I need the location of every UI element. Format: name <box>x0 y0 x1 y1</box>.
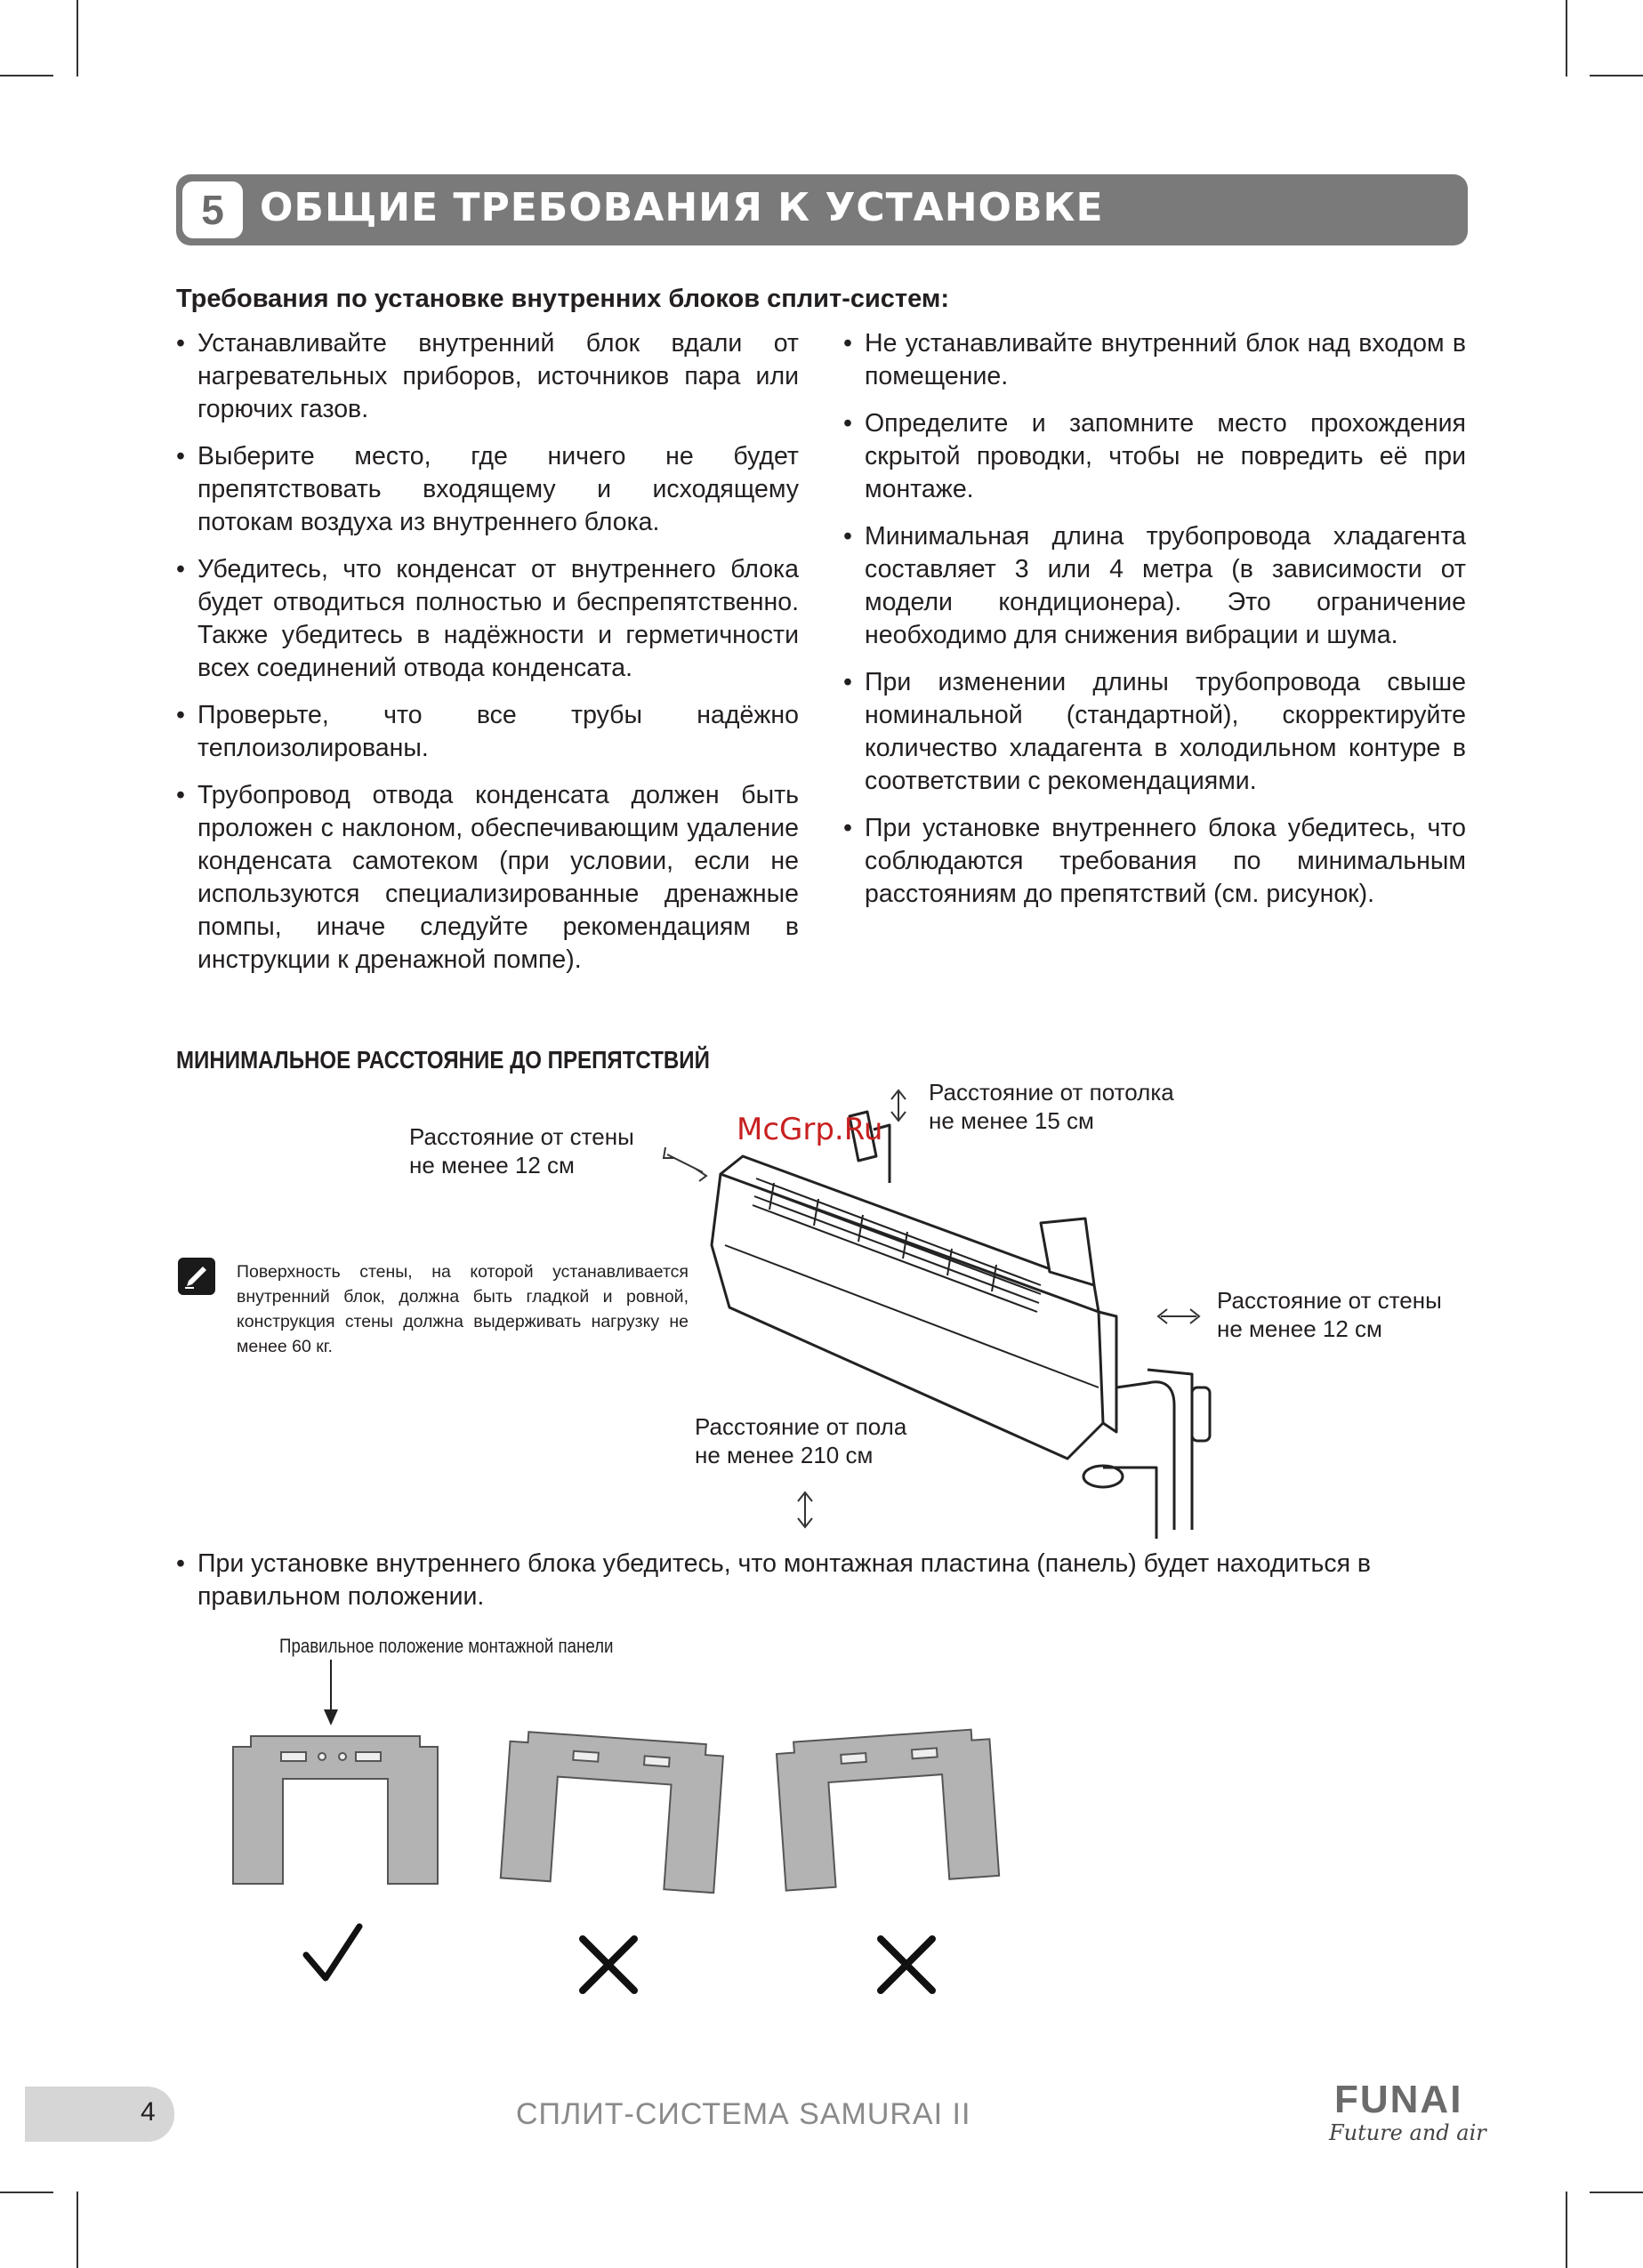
list-item: • Определите и запомните место прохождения скрытой проводки, чтобы не повредить её при монтаже. <box>843 407 1466 506</box>
list-item: • Устанавливайте внутренний блок вдали от нагревательных приборов, источников пара или горючих газов. <box>176 327 799 426</box>
brand-logo: FUNAI <box>1334 2078 1463 2121</box>
crop-mark <box>0 75 53 76</box>
wall-right-label-line2: не менее 12 см <box>1217 1315 1382 1342</box>
mounting-caption: Правильное положение монтажной панели <box>279 1635 614 1657</box>
left-column <box>176 327 799 991</box>
wall-left-label-line1: Расстояние от стены <box>409 1123 634 1150</box>
indoor-unit-illustration <box>623 1067 1245 1548</box>
mounting-plate-correct <box>233 1736 438 1884</box>
crop-mark <box>1590 75 1643 76</box>
ceiling-label-line2: не менее 15 см <box>929 1107 1094 1134</box>
floor-label-line2: не менее 210 см <box>695 1442 874 1468</box>
note-text: Поверхность стены, на которой устанавливается внутренний блок, должна быть гладкой и ровной, конструкция стены должна выдерживать нагрузку не менее 60 кг. <box>237 1262 689 1356</box>
list-item: • Не устанавливайте внутренний блок над входом в помещение. <box>843 327 1466 393</box>
list-item: • Выберите место, где ничего не будет препятствовать входящему и исходящему потокам воздуха из внутреннего блока. <box>176 440 799 539</box>
list-item: • При установке внутреннего блока убедитесь, что соблюдаются требования по минимальным расстояниям до препятствий (см. рисунок). <box>843 812 1466 911</box>
list-item: • Убедитесь, что конденсат от внутреннего блока будет отводиться полностью и беспрепятственно. Также убедитесь в надёжности и герметичности всех соединений отвода конденсата. <box>176 553 799 685</box>
diagram-title: МИНИМАЛЬНОЕ РАССТОЯНИЕ ДО ПРЕПЯТСТВИЙ <box>176 1046 710 1074</box>
crop-mark <box>1566 0 1567 76</box>
crop-mark <box>1566 2192 1567 2268</box>
footer-title: СПЛИТ-СИСТЕМА SAMURAI II <box>516 2097 971 2131</box>
section-title: ОБЩИЕ ТРЕБОВАНИЯ К УСТАНОВКЕ <box>260 185 1104 230</box>
crop-mark <box>77 2192 78 2268</box>
section-number: 5 <box>182 181 243 238</box>
floor-label-line1: Расстояние от пола <box>695 1413 907 1440</box>
crop-mark <box>1590 2192 1643 2193</box>
page-number: 4 <box>141 2097 156 2127</box>
crop-mark <box>0 2192 53 2193</box>
list-item: • Минимальная длина трубопровода хладагента составляет 3 или 4 метра (в зависимости от модели кондиционера). Это ограничение необходимо для снижения вибрации и шума. <box>843 520 1466 652</box>
subheading: Требования по установке внутренних блоков сплит-систем: <box>176 285 949 313</box>
check-icon <box>306 1926 359 1978</box>
list-item: • При изменении длины трубопровода свыше номинальной (стандартной), скорректируйте количество хладагента в холодильном контуре в соответствии с рекомендациями. <box>843 666 1466 798</box>
list-item: • Трубопровод отвода конденсата должен быть проложен с наклоном, обеспечивающим удаление конденсата самотеком (при условии, если не используются специализированные дренажные помпы, иначе следуйте рекомендациям в инструкции к дренажной помпе). <box>176 779 799 977</box>
crop-mark <box>77 0 78 76</box>
mounting-plates-illustration <box>213 1654 1014 2010</box>
watermark: McGrp.Ru <box>737 1112 883 1147</box>
cross-icon <box>881 1939 932 1991</box>
ceiling-label-line1: Расстояние от потолка <box>929 1079 1174 1106</box>
down-arrow-icon <box>324 1660 338 1725</box>
pencil-note-icon <box>178 1258 215 1295</box>
mounting-bullet-text: При установке внутреннего блока убедитесь, что монтажная пластина (панель) будет находиться в правильном положении. <box>197 1549 1372 1611</box>
mounting-plate-wrong-1 <box>501 1731 724 1893</box>
list-item: • Проверьте, что все трубы надёжно теплоизолированы. <box>176 699 799 765</box>
mounting-plate-wrong-2 <box>776 1728 999 1890</box>
cross-icon <box>583 1939 634 1991</box>
brand-slogan: Future and air <box>1329 2120 1486 2145</box>
wall-left-label-line2: не менее 12 см <box>409 1152 575 1178</box>
right-column <box>843 327 1466 925</box>
wall-right-label-line1: Расстояние от стены <box>1217 1287 1442 1314</box>
